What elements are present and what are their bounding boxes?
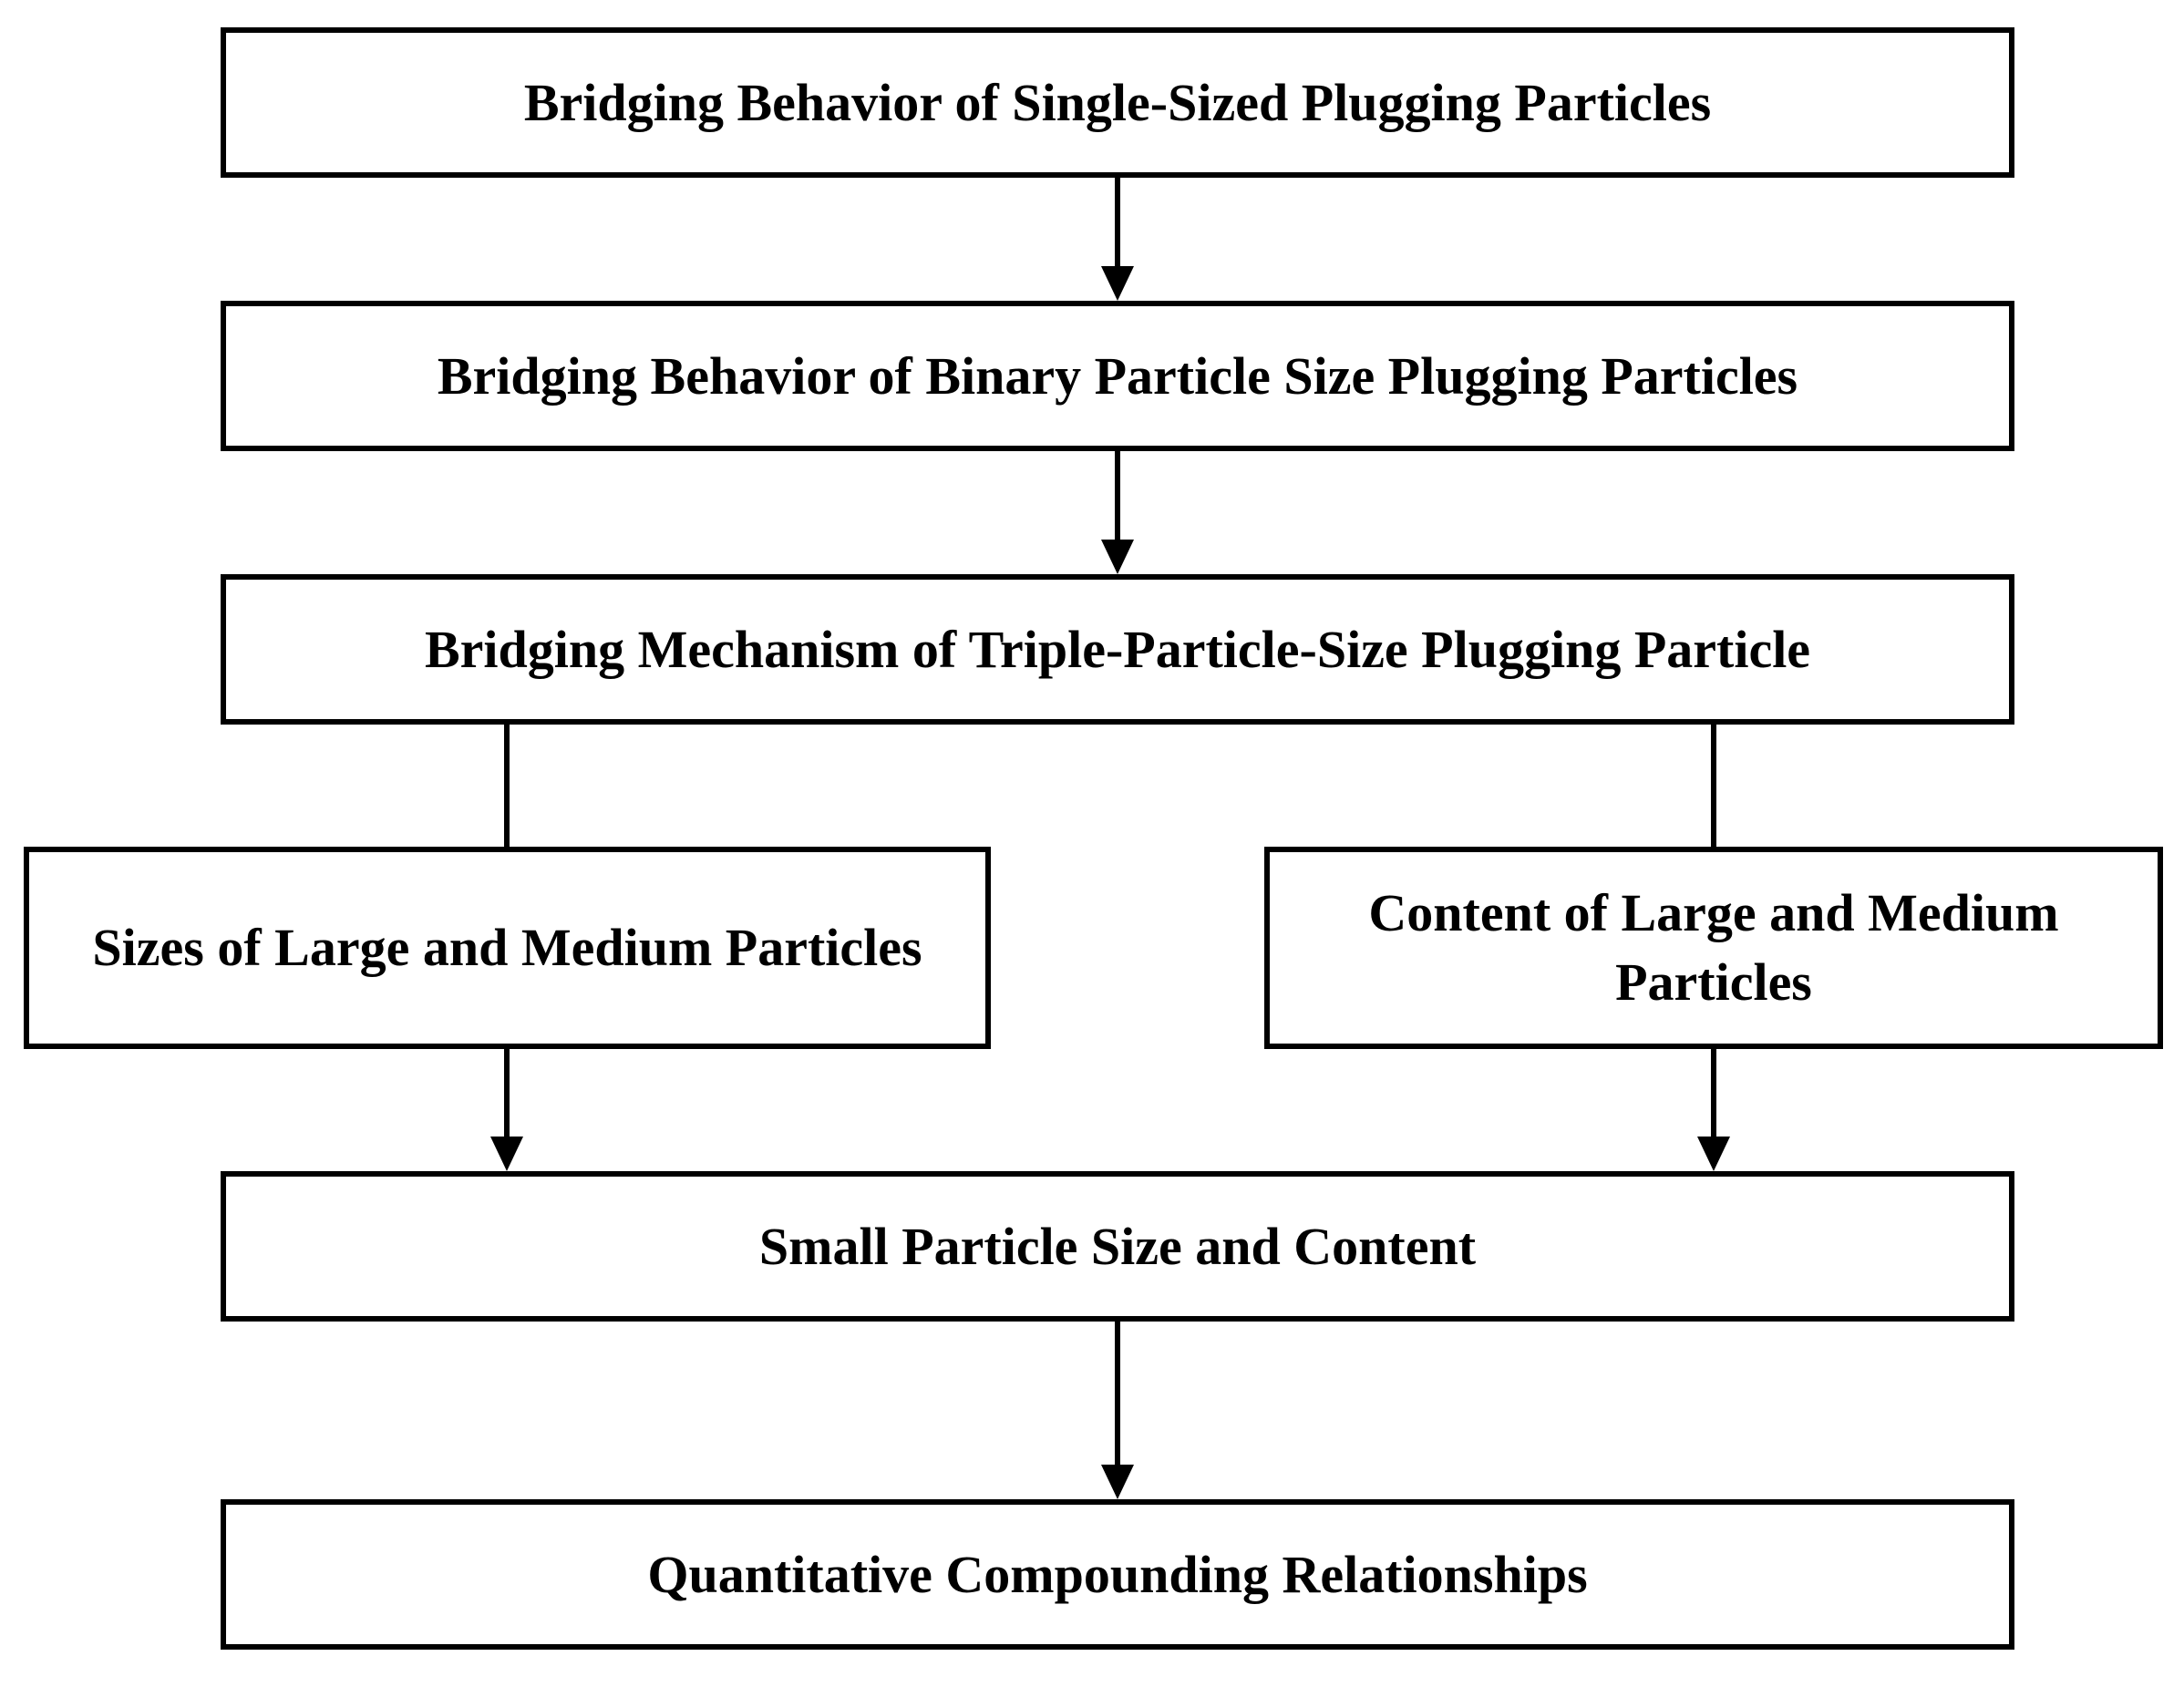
node-label: Quantitative Compounding Relationships — [647, 1544, 1588, 1604]
arrowhead-content-to-small — [1697, 1137, 1730, 1171]
node-label: Sizes of Large and Medium Particles — [92, 918, 922, 977]
arrowhead-single-to-binary — [1101, 266, 1134, 301]
node-label: Content of Large and Medium Particles — [1368, 883, 2059, 1012]
node-label: Bridging Behavior of Single-Sized Plugging Particles — [523, 72, 1712, 132]
arrowhead-binary-to-triple — [1101, 540, 1134, 574]
node-label: Bridging Mechanism of Triple-Particle-Size Plugging Particle — [424, 619, 1811, 679]
arrowhead-sizes-to-small — [490, 1137, 523, 1171]
node-single-sized-bridging — [221, 27, 2014, 178]
node-small-particle-size-content — [221, 1171, 2014, 1322]
node-quantitative-relationships — [221, 1499, 2014, 1650]
node-label: Bridging Behavior of Binary Particle Size Plugging Particles — [437, 345, 1798, 406]
node-sizes-large-medium — [24, 847, 991, 1049]
arrowhead-small-to-quantitative — [1101, 1465, 1134, 1499]
node-content-large-medium — [1264, 847, 2163, 1049]
node-binary-size-bridging — [221, 301, 2014, 451]
node-label: Small Particle Size and Content — [758, 1216, 1477, 1276]
node-triple-size-mechanism — [221, 574, 2014, 725]
